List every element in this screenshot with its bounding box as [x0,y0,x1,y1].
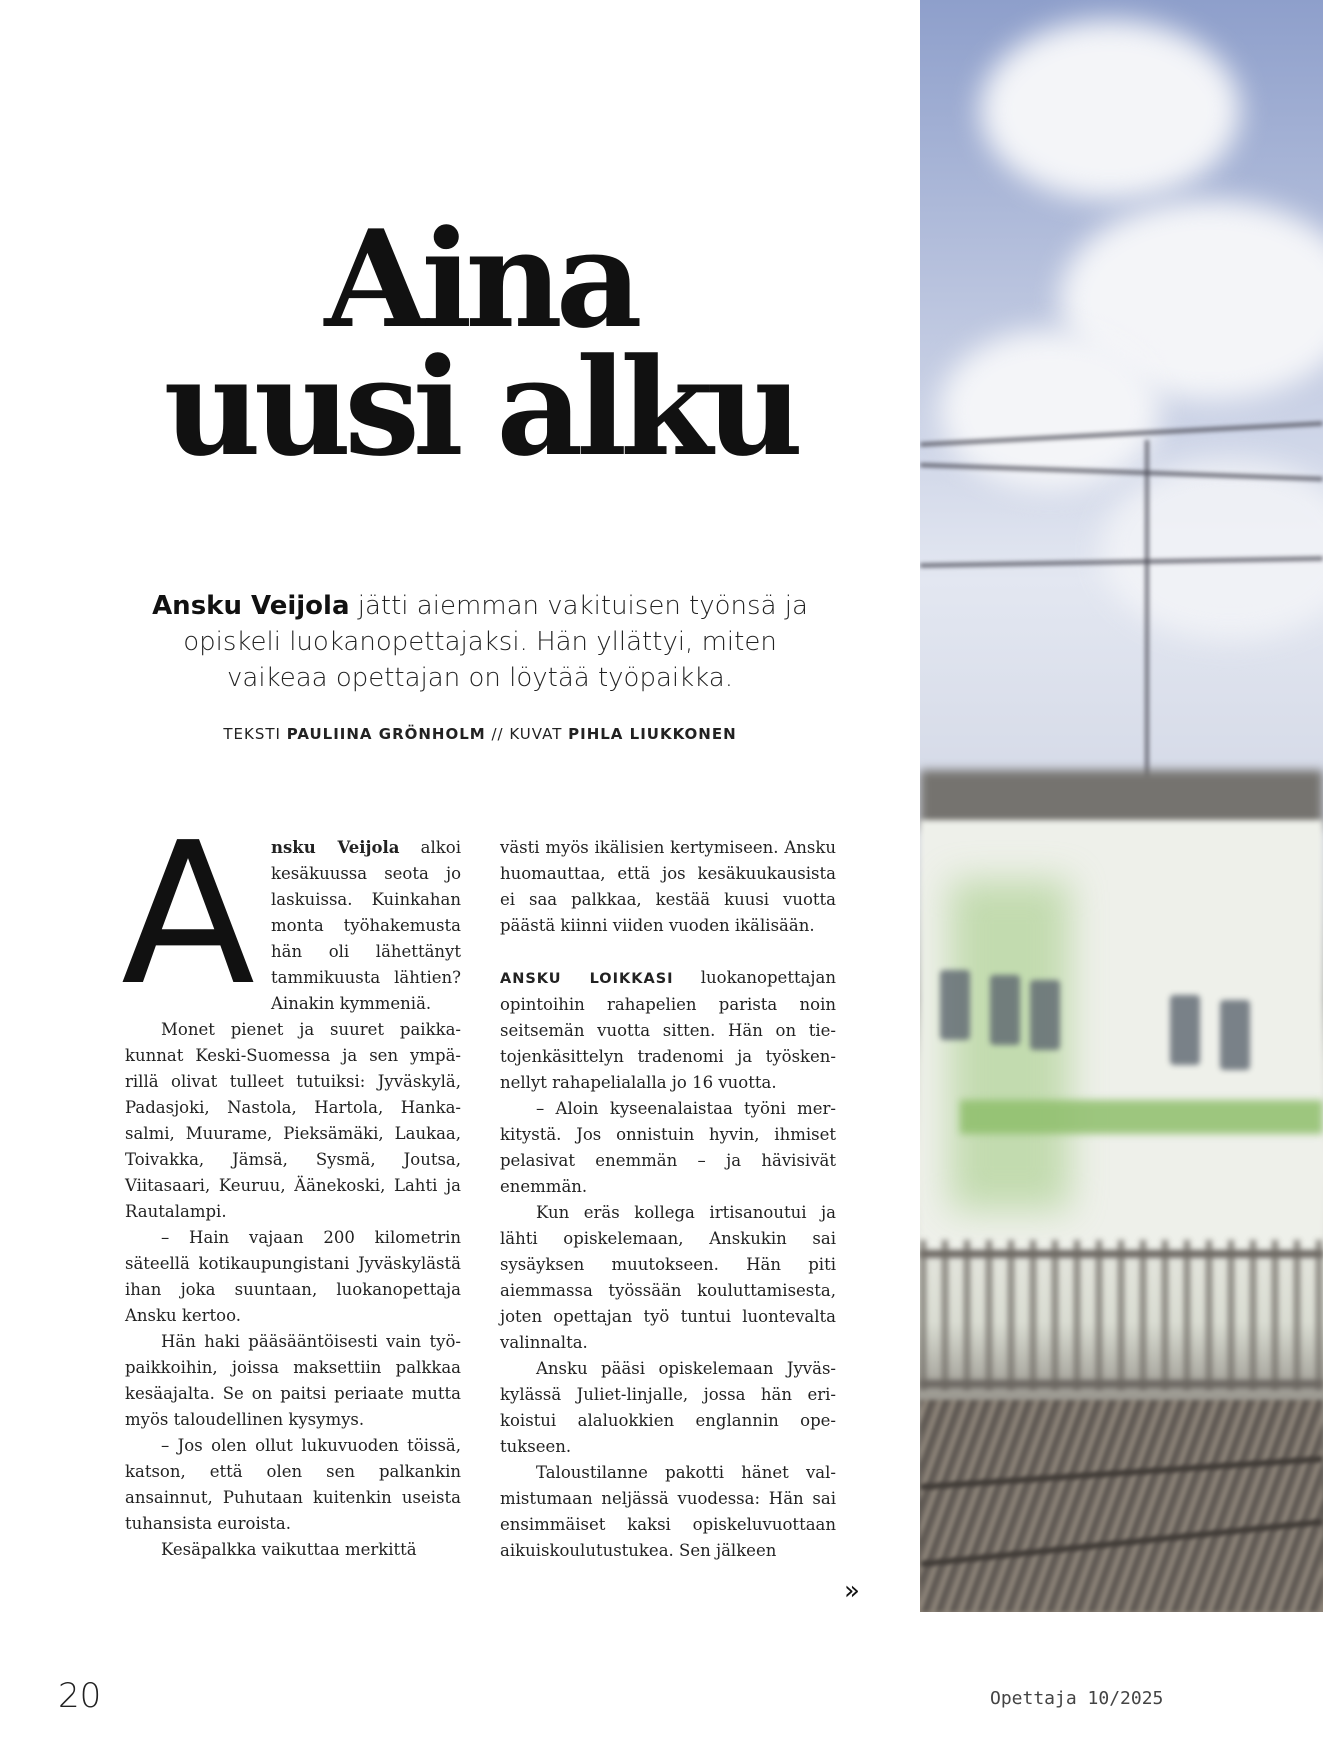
article-text: alkoi kesäkuussa seota jo laskuissa. Kuinkahan monta työhakemusta hän oli lähettänyt tammikuusta lähtien? Ainakin kymmeniä. [271,838,461,1013]
article-paragraph [121,801,461,1029]
photo-fence [920,1240,1323,1390]
intro-name: nsku Veijola [271,838,400,857]
article-paragraph: – Jos olen ollut lukuvuoden töissä, katson, että olen sen palkankin ansainnut, Puhutaan kuitenkin useista tuhansista euroista. [125,1436,461,1533]
issue-label: Opettaja 10/2025 [990,1688,1164,1709]
drop-cap: A [121,801,256,1029]
photo-train-window [990,975,1020,1045]
lead-paragraph [140,588,820,696]
article-paragraph: – Aloin kyseenalaistaa työni merkitystä. Jos onnistuin hyvin, ihmiset pelasivat enemmän – ja hävisivät enemmän. [500,1099,836,1196]
byline-text-author: PAULIINA GRÖNHOLM [286,725,486,743]
lead-text: jätti aiemman vakituisen työnsä ja opiskeli luokanopettajaksi. Hän yllättyi, miten vaikeaa opettajan on löytää työpaikka. [183,591,808,693]
article-paragraph: Hän haki pääsääntöisesti vain työpaikkoihin, joissa maksettiin palkkaa kesäajalta. Se on paitsi periaate mutta myös taloudellinen kysymys. [125,1332,461,1429]
byline-separator: // KUVAT [485,725,569,743]
article-paragraph: Monet pienet ja suuret paikkakunnat Keski-Suomessa ja sen ympärillä olivat tulleet tutuiksi: Jyväskylä, Padasjoki, Nastola, Hartola, Hankasalmi, Muurame, Pieksämäki, Laukaa, Toivakka, Jämsä, Sysmä, Joutsa, Viitasaari, Keuruu, Äänekoski, Lahti ja Rautalampi. [125,1020,461,1221]
headline-line-1: Aina [324,200,636,358]
section-lead-in: ANSKU LOIKKASI [500,971,674,987]
article-paragraph [500,965,836,1096]
article-paragraph: västi myös ikälisien kertymiseen. Ansku huomauttaa, että jos kesäkuukausista ei saa palkkaa, kestää kuusi vuotta päästä kiinni viiden vuoden ikälisään. [500,838,836,935]
byline [140,725,820,743]
headline [120,200,840,486]
photo-cloud [1100,460,1323,640]
page-number: 20 [58,1676,102,1716]
article-photo [920,0,1323,1612]
continue-arrow-icon: » [844,1576,860,1606]
article-paragraph: Taloustilanne pakotti hänet valmistumaan neljässä vuodessa: Hän sai ensimmäiset kaksi opiskeluvuottaan aikuiskoulutustukea. Sen jälkeen [500,1463,836,1560]
article-paragraph: Kun eräs kollega irtisanoutui ja lähti opiskelemaan, Anskukin sai sysäyksen muutokseen. Hän piti aiemmassa työssään kouluttamisesta, joten opettajan työ tuntui luontevalta valinnalta. [500,1203,836,1352]
byline-photo-author: PIHLA LIUKKONEN [568,725,737,743]
photo-train-stripe [960,1100,1323,1134]
article-text: luokanopettajan opintoihin rahapelien parista noin seitsemän vuotta sitten. Hän on tietojenkäsittelyn tradenomi ja työskennellyt rahapelialalla jo 16 vuotta. [500,968,836,1092]
byline-text-label: TEKSTI [223,725,287,743]
photo-train-window [1030,980,1060,1050]
photo-pole [1145,440,1149,780]
article-paragraph: Kesäpalkka vaikuttaa merkittä [161,1540,417,1559]
article-paragraph: – Hain vajaan 200 kilometrin säteellä kotikaupungistani Jyväskylästä ihan joka suuntaan, luokanopettaja Ansku kertoo. [125,1228,461,1325]
photo-cloud [980,20,1240,200]
photo-train-window [940,970,970,1040]
photo-train-window [1170,995,1200,1065]
lead-name: Ansku Veijola [152,591,350,621]
article-column-1 [121,801,461,1563]
photo-fence-rail [920,1380,1323,1388]
article-column-2 [500,835,836,1564]
photo-train-window [1220,1000,1250,1070]
photo-gravel [920,1400,1323,1612]
headline-line-2: uusi alku [163,328,797,486]
article-paragraph: Ansku pääsi opiskelemaan Jyväskylässä Juliet-linjalle, jossa hän erikoistui alaluokkien englannin opetukseen. [500,1359,836,1456]
